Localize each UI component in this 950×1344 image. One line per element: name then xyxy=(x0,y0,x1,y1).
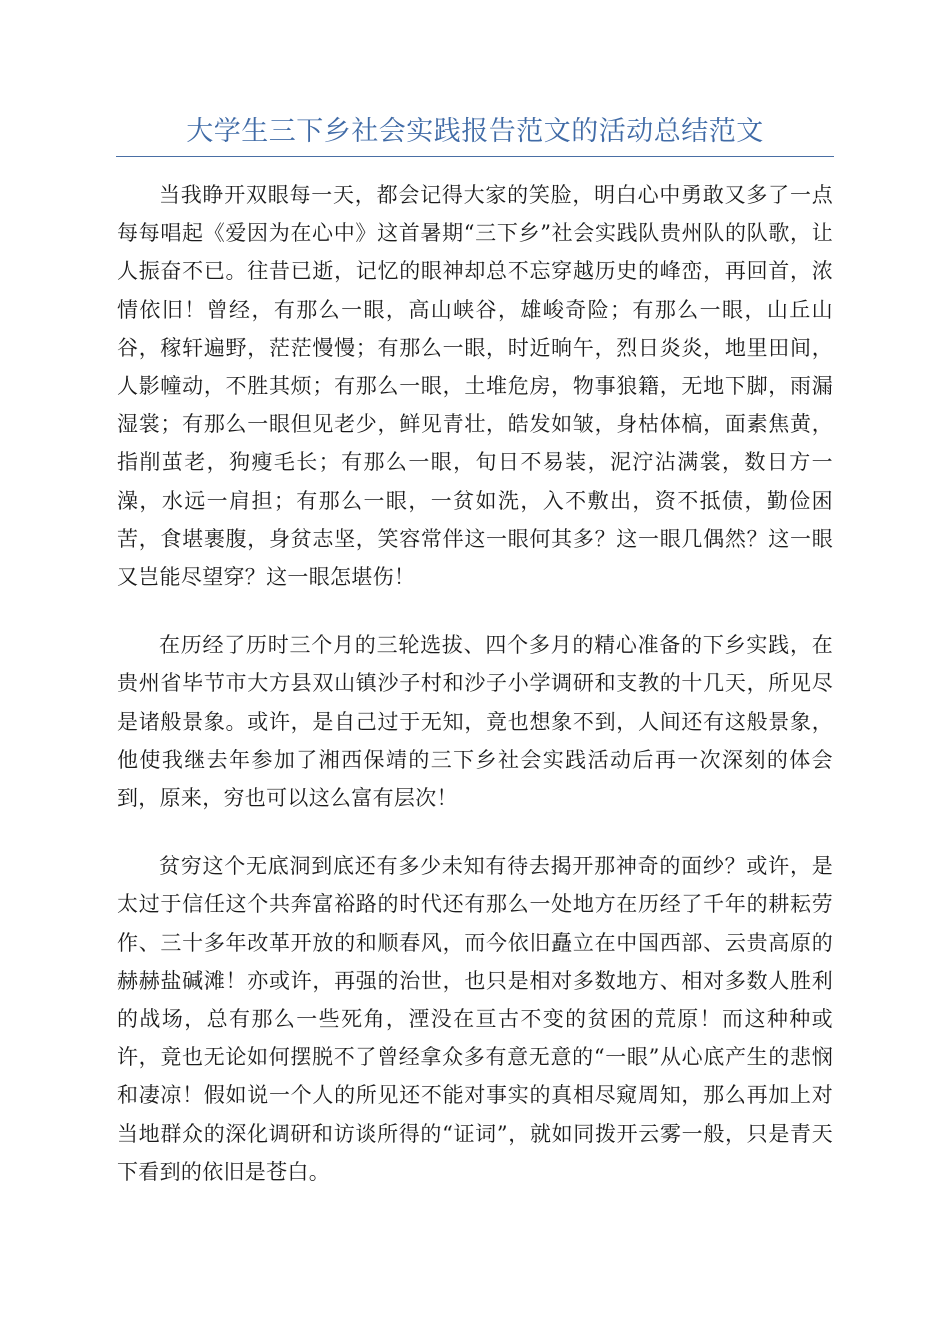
document-title: 大学生三下乡社会实践报告范文的活动总结范文 xyxy=(186,116,764,147)
title-block xyxy=(116,112,834,157)
paragraph-1: 当我睁开双眼每一天，都会记得大家的笑脸，明白心中勇敢又多了一点每每唱起《爱因为在心中》这首暑期“三下乡”社会实践队贵州队的队歌，让人振奋不已。往昔已逝，记忆的眼神却总不忘穿越历史的峰峦，再回首，浓情依旧！曾经，有那么一眼，高山峡谷，雄峻奇险；有那么一眼，山丘山谷，稼轩遍野，茫茫慢慢；有那么一眼，时近晌午，烈日炎炎，地里田间，人影幢动，不胜其烦；有那么一眼，土堆危房，物事狼籍，无地下脚，雨漏湿裳；有那么一眼但见老少，鲜见青壮，皓发如皱，身枯体槁，面素焦黄，指削茧老，狗瘦毛长；有那么一眼，旬日不易装，泥泞沾满裳，数日方一澡，水远一肩担；有那么一眼，一贫如洗，入不敷出，资不抵债，勤俭困苦，食堪裹腹，身贫志坚，笑容常伴这一眼何其多？这一眼几偶然？这一眼又岂能尽望穿？这一眼怎堪伤！ xyxy=(117,183,833,590)
document-body xyxy=(117,176,833,1221)
paragraph-3: 贫穷这个无底洞到底还有多少未知有待去揭开那神奇的面纱？或许，是太过于信任这个共奔富裕路的时代还有那么一处地方在历经了千年的耕耘劳作、三十多年改革开放的和顺春风，而今依旧矗立在中国西部、云贵高原的赫赫盐碱滩！亦或许，再强的治世，也只是相对多数地方、相对多数人胜利的战场，总有那么一些死角，湮没在亘古不变的贫困的荒原！而这种种或许，竟也无论如何摆脱不了曾经拿众多有意无意的“一眼”从心底产生的悲悯和凄凉！假如说一个人的所见还不能对事实的真相尽窥周知，那么再加上对当地群众的深化调研和访谈所得的“证词”，就如同拨开云雾一般，只是青天下看到的依旧是苍白。 xyxy=(117,854,833,1184)
paragraph-2: 在历经了历时三个月的三轮选拔、四个多月的精心准备的下乡实践，在贵州省毕节市大方县双山镇沙子村和沙子小学调研和支教的十几天，所见尽是诸般景象。或许，是自己过于无知，竟也想象不到，人间还有这般景象，他使我继去年参加了湘西保靖的三下乡社会实践活动后再一次深刻的体会到，原来，穷也可以这么富有层次！ xyxy=(117,633,833,811)
